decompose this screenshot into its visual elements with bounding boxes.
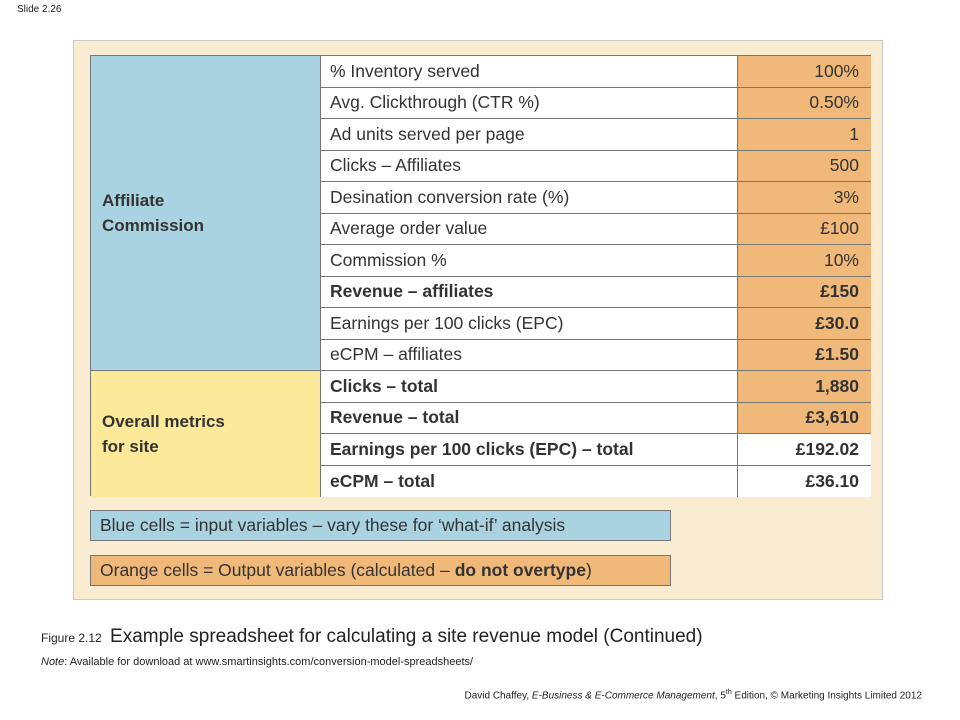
note-text: : Available for download at www.smartinsights.com/conversion-model-spreadsheets/ bbox=[64, 656, 474, 668]
row-label: Earnings per 100 clicks (EPC) bbox=[321, 308, 738, 339]
row-label: Avg. Clickthrough (CTR %) bbox=[321, 88, 738, 119]
row-label: Earnings per 100 clicks (EPC) – total bbox=[321, 434, 738, 465]
figure-caption bbox=[41, 626, 703, 648]
table-row bbox=[321, 214, 871, 246]
footer-edition: , 5 bbox=[714, 690, 726, 702]
legend-orange-suffix: ) bbox=[585, 560, 592, 580]
figure-title: Example spreadsheet for calculating a site revenue model (Continued) bbox=[110, 626, 703, 647]
group-label-overall: Overall metrics for site bbox=[102, 412, 225, 456]
row-value: 500 bbox=[738, 151, 871, 182]
table-row bbox=[321, 277, 871, 309]
row-value: 3% bbox=[738, 182, 871, 213]
row-value: 0.50% bbox=[738, 88, 871, 119]
legend-orange-text: Orange cells = Output variables (calculated – bbox=[100, 560, 450, 580]
row-label: eCPM – total bbox=[321, 466, 738, 498]
figure-label: Figure 2.12 bbox=[41, 631, 102, 645]
table-row bbox=[321, 434, 871, 466]
row-value: 100% bbox=[738, 56, 871, 87]
table-row bbox=[321, 151, 871, 183]
table-row bbox=[321, 182, 871, 214]
row-value: 10% bbox=[738, 245, 871, 276]
footer-edition-suffix: th bbox=[725, 689, 732, 696]
group-label-affiliate: Affiliate Commission bbox=[102, 191, 205, 235]
footer-citation bbox=[464, 689, 922, 701]
row-label: Clicks – Affiliates bbox=[321, 151, 738, 182]
table-row bbox=[321, 466, 871, 498]
row-label: Revenue – total bbox=[321, 403, 738, 434]
table-row bbox=[321, 56, 871, 88]
row-label: Desination conversion rate (%) bbox=[321, 182, 738, 213]
table-row bbox=[321, 88, 871, 120]
legend-input-cells bbox=[90, 510, 671, 541]
table-row bbox=[321, 245, 871, 277]
row-label: % Inventory served bbox=[321, 56, 738, 87]
row-value: £192.02 bbox=[738, 434, 871, 465]
row-label: Clicks – total bbox=[321, 371, 738, 402]
table-row bbox=[321, 308, 871, 340]
revenue-model-table bbox=[90, 55, 871, 496]
row-value: £36.10 bbox=[738, 466, 871, 498]
legend-orange-warning: do not overtype bbox=[454, 560, 586, 580]
row-label: Commission % bbox=[321, 245, 738, 276]
row-value: £3,610 bbox=[738, 403, 871, 434]
table-row bbox=[321, 340, 871, 372]
row-label: Average order value bbox=[321, 214, 738, 245]
slide-number: Slide 2.26 bbox=[17, 4, 62, 15]
row-value: £30.0 bbox=[738, 308, 871, 339]
note-label: Note bbox=[41, 656, 65, 668]
row-value: £100 bbox=[738, 214, 871, 245]
footer-author: David Chaffey, bbox=[464, 690, 532, 702]
row-label: eCPM – affiliates bbox=[321, 340, 738, 371]
row-label: Revenue – affiliates bbox=[321, 277, 738, 308]
legend-output-cells bbox=[90, 555, 671, 586]
table-row bbox=[321, 403, 871, 435]
figure-panel bbox=[73, 40, 883, 600]
footer-book-title: E-Business & E-Commerce Management bbox=[531, 690, 715, 702]
legend-blue-text: Blue cells = input variables – vary these for ‘what-if’ analysis bbox=[100, 515, 566, 535]
row-label: Ad units served per page bbox=[321, 119, 738, 150]
row-value: £150 bbox=[738, 277, 871, 308]
group-overall-metrics bbox=[91, 371, 321, 497]
table-row bbox=[321, 371, 871, 403]
footer-copyright: Edition, © Marketing Insights Limited 2012 bbox=[731, 690, 922, 702]
row-value: 1 bbox=[738, 119, 871, 150]
row-value: 1,880 bbox=[738, 371, 871, 402]
table-row bbox=[321, 119, 871, 151]
group-affiliate-commission bbox=[91, 56, 321, 371]
figure-note bbox=[41, 656, 473, 668]
row-value: £1.50 bbox=[738, 340, 871, 371]
